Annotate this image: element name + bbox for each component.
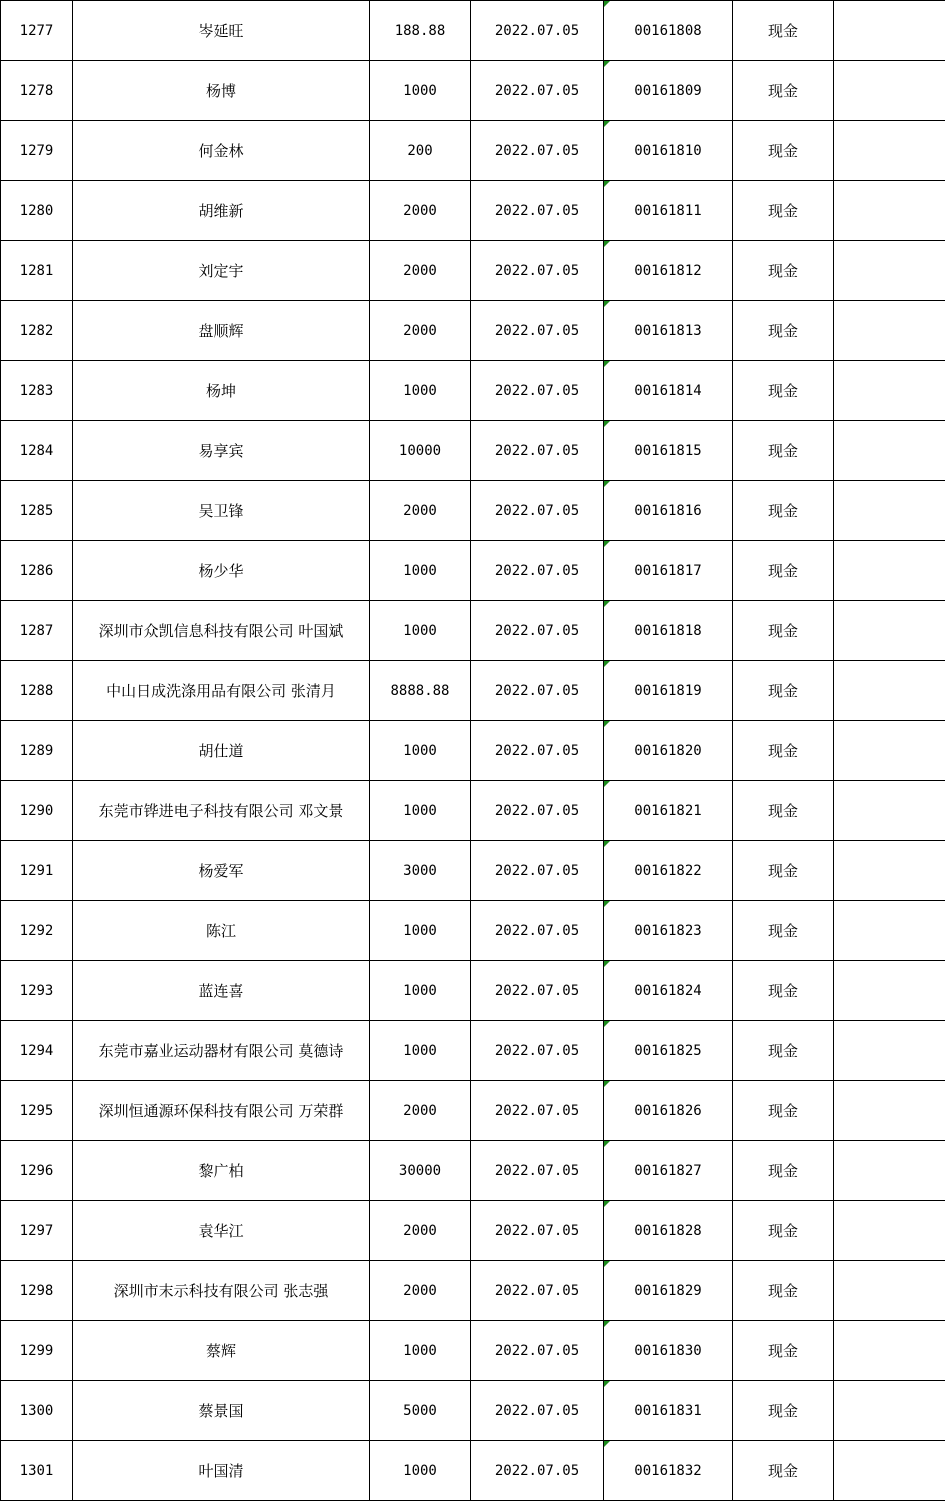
row-number-cell: 1297: [1, 1201, 73, 1261]
donor-name-cell: 深圳市末示科技有限公司 张志强: [73, 1261, 370, 1321]
table-row: [1, 61, 945, 121]
payment-method-cell: 现金: [733, 301, 834, 361]
amount-cell: 1000: [370, 61, 471, 121]
payment-method-cell: 现金: [733, 121, 834, 181]
receipt-number-cell: 00161824: [604, 961, 733, 1021]
row-number-cell: 1285: [1, 481, 73, 541]
note-cell: [834, 241, 945, 301]
date-cell: 2022.07.05: [471, 1021, 604, 1081]
row-number-cell: 1280: [1, 181, 73, 241]
receipt-number-cell: 00161828: [604, 1201, 733, 1261]
table-row: [1, 901, 945, 961]
row-number-cell: 1293: [1, 961, 73, 1021]
date-cell: 2022.07.05: [471, 61, 604, 121]
donor-name-cell: 黎广柏: [73, 1141, 370, 1201]
date-cell: 2022.07.05: [471, 1, 604, 61]
donor-name-cell: 深圳恒通源环保科技有限公司 万荣群: [73, 1081, 370, 1141]
row-number-cell: 1294: [1, 1021, 73, 1081]
note-cell: [834, 1141, 945, 1201]
date-cell: 2022.07.05: [471, 721, 604, 781]
donor-name-cell: 东莞市铧进电子科技有限公司 邓文景: [73, 781, 370, 841]
date-cell: 2022.07.05: [471, 481, 604, 541]
receipt-number-cell: 00161812: [604, 241, 733, 301]
note-cell: [834, 121, 945, 181]
donor-name-cell: 杨坤: [73, 361, 370, 421]
amount-cell: 30000: [370, 1141, 471, 1201]
date-cell: 2022.07.05: [471, 1081, 604, 1141]
receipt-number-cell: 00161826: [604, 1081, 733, 1141]
amount-cell: 8888.88: [370, 661, 471, 721]
payment-method-cell: 现金: [733, 361, 834, 421]
receipt-number-cell: 00161811: [604, 181, 733, 241]
donor-name-cell: 陈江: [73, 901, 370, 961]
receipt-number-cell: 00161819: [604, 661, 733, 721]
note-cell: [834, 781, 945, 841]
table-row: [1, 721, 945, 781]
date-cell: 2022.07.05: [471, 781, 604, 841]
receipt-number-cell: 00161815: [604, 421, 733, 481]
receipt-number-cell: 00161816: [604, 481, 733, 541]
note-cell: [834, 1321, 945, 1381]
date-cell: 2022.07.05: [471, 601, 604, 661]
amount-cell: 2000: [370, 1201, 471, 1261]
date-cell: 2022.07.05: [471, 1381, 604, 1441]
table-row: [1, 361, 945, 421]
table-row: [1, 841, 945, 901]
note-cell: [834, 661, 945, 721]
amount-cell: 200: [370, 121, 471, 181]
date-cell: 2022.07.05: [471, 661, 604, 721]
table-row: [1, 1441, 945, 1501]
table-row: [1, 1081, 945, 1141]
donor-name-cell: 杨博: [73, 61, 370, 121]
row-number-cell: 1300: [1, 1381, 73, 1441]
donor-name-cell: 中山日成洗涤用品有限公司 张清月: [73, 661, 370, 721]
donor-name-cell: 胡仕道: [73, 721, 370, 781]
table-row: [1, 781, 945, 841]
row-number-cell: 1281: [1, 241, 73, 301]
amount-cell: 188.88: [370, 1, 471, 61]
table-row: [1, 421, 945, 481]
note-cell: [834, 1081, 945, 1141]
table-row: [1, 241, 945, 301]
note-cell: [834, 1381, 945, 1441]
donor-name-cell: 蔡辉: [73, 1321, 370, 1381]
row-number-cell: 1299: [1, 1321, 73, 1381]
amount-cell: 1000: [370, 721, 471, 781]
payment-method-cell: 现金: [733, 1321, 834, 1381]
payment-method-cell: 现金: [733, 781, 834, 841]
payment-method-cell: 现金: [733, 901, 834, 961]
row-number-cell: 1282: [1, 301, 73, 361]
receipt-number-cell: 00161832: [604, 1441, 733, 1501]
payment-method-cell: 现金: [733, 1021, 834, 1081]
table-row: [1, 1321, 945, 1381]
table-row: [1, 481, 945, 541]
donor-name-cell: 东莞市嘉业运动器材有限公司 莫德诗: [73, 1021, 370, 1081]
amount-cell: 2000: [370, 181, 471, 241]
date-cell: 2022.07.05: [471, 241, 604, 301]
payment-method-cell: 现金: [733, 1381, 834, 1441]
payment-method-cell: 现金: [733, 421, 834, 481]
amount-cell: 2000: [370, 301, 471, 361]
payment-method-cell: 现金: [733, 721, 834, 781]
payment-method-cell: 现金: [733, 961, 834, 1021]
donor-name-cell: 叶国清: [73, 1441, 370, 1501]
receipt-number-cell: 00161817: [604, 541, 733, 601]
note-cell: [834, 1, 945, 61]
donor-name-cell: 胡维新: [73, 181, 370, 241]
table-row: [1, 1201, 945, 1261]
donor-name-cell: 岑延旺: [73, 1, 370, 61]
note-cell: [834, 1201, 945, 1261]
amount-cell: 1000: [370, 781, 471, 841]
date-cell: 2022.07.05: [471, 1201, 604, 1261]
payment-method-cell: 现金: [733, 1141, 834, 1201]
payment-method-cell: 现金: [733, 1261, 834, 1321]
amount-cell: 2000: [370, 1261, 471, 1321]
receipt-number-cell: 00161808: [604, 1, 733, 61]
receipt-number-cell: 00161831: [604, 1381, 733, 1441]
ledger-body: [1, 1, 945, 1501]
note-cell: [834, 841, 945, 901]
table-row: [1, 1, 945, 61]
receipt-number-cell: 00161822: [604, 841, 733, 901]
date-cell: 2022.07.05: [471, 1441, 604, 1501]
table-row: [1, 661, 945, 721]
table-row: [1, 961, 945, 1021]
row-number-cell: 1296: [1, 1141, 73, 1201]
receipt-number-cell: 00161821: [604, 781, 733, 841]
amount-cell: 2000: [370, 1081, 471, 1141]
date-cell: 2022.07.05: [471, 421, 604, 481]
table-row: [1, 1141, 945, 1201]
row-number-cell: 1295: [1, 1081, 73, 1141]
note-cell: [834, 601, 945, 661]
date-cell: 2022.07.05: [471, 1141, 604, 1201]
table-row: [1, 181, 945, 241]
table-row: [1, 1261, 945, 1321]
table-row: [1, 121, 945, 181]
receipt-number-cell: 00161814: [604, 361, 733, 421]
table-row: [1, 541, 945, 601]
date-cell: 2022.07.05: [471, 301, 604, 361]
receipt-number-cell: 00161825: [604, 1021, 733, 1081]
row-number-cell: 1278: [1, 61, 73, 121]
date-cell: 2022.07.05: [471, 361, 604, 421]
receipt-number-cell: 00161829: [604, 1261, 733, 1321]
donor-name-cell: 吴卫锋: [73, 481, 370, 541]
amount-cell: 1000: [370, 1321, 471, 1381]
row-number-cell: 1286: [1, 541, 73, 601]
amount-cell: 1000: [370, 601, 471, 661]
date-cell: 2022.07.05: [471, 181, 604, 241]
amount-cell: 1000: [370, 1021, 471, 1081]
date-cell: 2022.07.05: [471, 841, 604, 901]
note-cell: [834, 1021, 945, 1081]
payment-method-cell: 现金: [733, 1081, 834, 1141]
receipt-number-cell: 00161818: [604, 601, 733, 661]
receipt-number-cell: 00161810: [604, 121, 733, 181]
date-cell: 2022.07.05: [471, 961, 604, 1021]
table-row: [1, 601, 945, 661]
payment-method-cell: 现金: [733, 661, 834, 721]
receipt-number-cell: 00161809: [604, 61, 733, 121]
date-cell: 2022.07.05: [471, 541, 604, 601]
payment-method-cell: 现金: [733, 841, 834, 901]
payment-method-cell: 现金: [733, 181, 834, 241]
amount-cell: 1000: [370, 961, 471, 1021]
payment-method-cell: 现金: [733, 1441, 834, 1501]
date-cell: 2022.07.05: [471, 1321, 604, 1381]
donor-name-cell: 易享宾: [73, 421, 370, 481]
note-cell: [834, 181, 945, 241]
row-number-cell: 1291: [1, 841, 73, 901]
receipt-number-cell: 00161813: [604, 301, 733, 361]
note-cell: [834, 421, 945, 481]
receipt-number-cell: 00161823: [604, 901, 733, 961]
row-number-cell: 1292: [1, 901, 73, 961]
payment-method-cell: 现金: [733, 1201, 834, 1261]
receipt-number-cell: 00161820: [604, 721, 733, 781]
donor-name-cell: 杨少华: [73, 541, 370, 601]
donor-name-cell: 蓝连喜: [73, 961, 370, 1021]
date-cell: 2022.07.05: [471, 121, 604, 181]
donor-name-cell: 何金林: [73, 121, 370, 181]
row-number-cell: 1301: [1, 1441, 73, 1501]
receipt-number-cell: 00161830: [604, 1321, 733, 1381]
amount-cell: 1000: [370, 361, 471, 421]
note-cell: [834, 961, 945, 1021]
row-number-cell: 1289: [1, 721, 73, 781]
receipt-number-cell: 00161827: [604, 1141, 733, 1201]
donor-name-cell: 袁华江: [73, 1201, 370, 1261]
table-row: [1, 301, 945, 361]
note-cell: [834, 721, 945, 781]
payment-method-cell: 现金: [733, 481, 834, 541]
row-number-cell: 1290: [1, 781, 73, 841]
amount-cell: 5000: [370, 1381, 471, 1441]
row-number-cell: 1279: [1, 121, 73, 181]
payment-method-cell: 现金: [733, 541, 834, 601]
payment-method-cell: 现金: [733, 61, 834, 121]
note-cell: [834, 481, 945, 541]
donor-name-cell: 刘定宇: [73, 241, 370, 301]
note-cell: [834, 901, 945, 961]
amount-cell: 1000: [370, 1441, 471, 1501]
payment-method-cell: 现金: [733, 1, 834, 61]
note-cell: [834, 301, 945, 361]
donor-name-cell: 盘顺辉: [73, 301, 370, 361]
donor-name-cell: 蔡景国: [73, 1381, 370, 1441]
row-number-cell: 1284: [1, 421, 73, 481]
table-row: [1, 1021, 945, 1081]
amount-cell: 2000: [370, 481, 471, 541]
row-number-cell: 1287: [1, 601, 73, 661]
row-number-cell: 1298: [1, 1261, 73, 1321]
note-cell: [834, 1261, 945, 1321]
row-number-cell: 1283: [1, 361, 73, 421]
note-cell: [834, 61, 945, 121]
amount-cell: 1000: [370, 541, 471, 601]
note-cell: [834, 1441, 945, 1501]
amount-cell: 3000: [370, 841, 471, 901]
payment-method-cell: 现金: [733, 601, 834, 661]
payment-method-cell: 现金: [733, 241, 834, 301]
row-number-cell: 1277: [1, 1, 73, 61]
table-row: [1, 1381, 945, 1441]
row-number-cell: 1288: [1, 661, 73, 721]
amount-cell: 1000: [370, 901, 471, 961]
donor-name-cell: 深圳市众凯信息科技有限公司 叶国斌: [73, 601, 370, 661]
amount-cell: 10000: [370, 421, 471, 481]
donor-name-cell: 杨爱军: [73, 841, 370, 901]
note-cell: [834, 541, 945, 601]
date-cell: 2022.07.05: [471, 1261, 604, 1321]
note-cell: [834, 361, 945, 421]
amount-cell: 2000: [370, 241, 471, 301]
date-cell: 2022.07.05: [471, 901, 604, 961]
